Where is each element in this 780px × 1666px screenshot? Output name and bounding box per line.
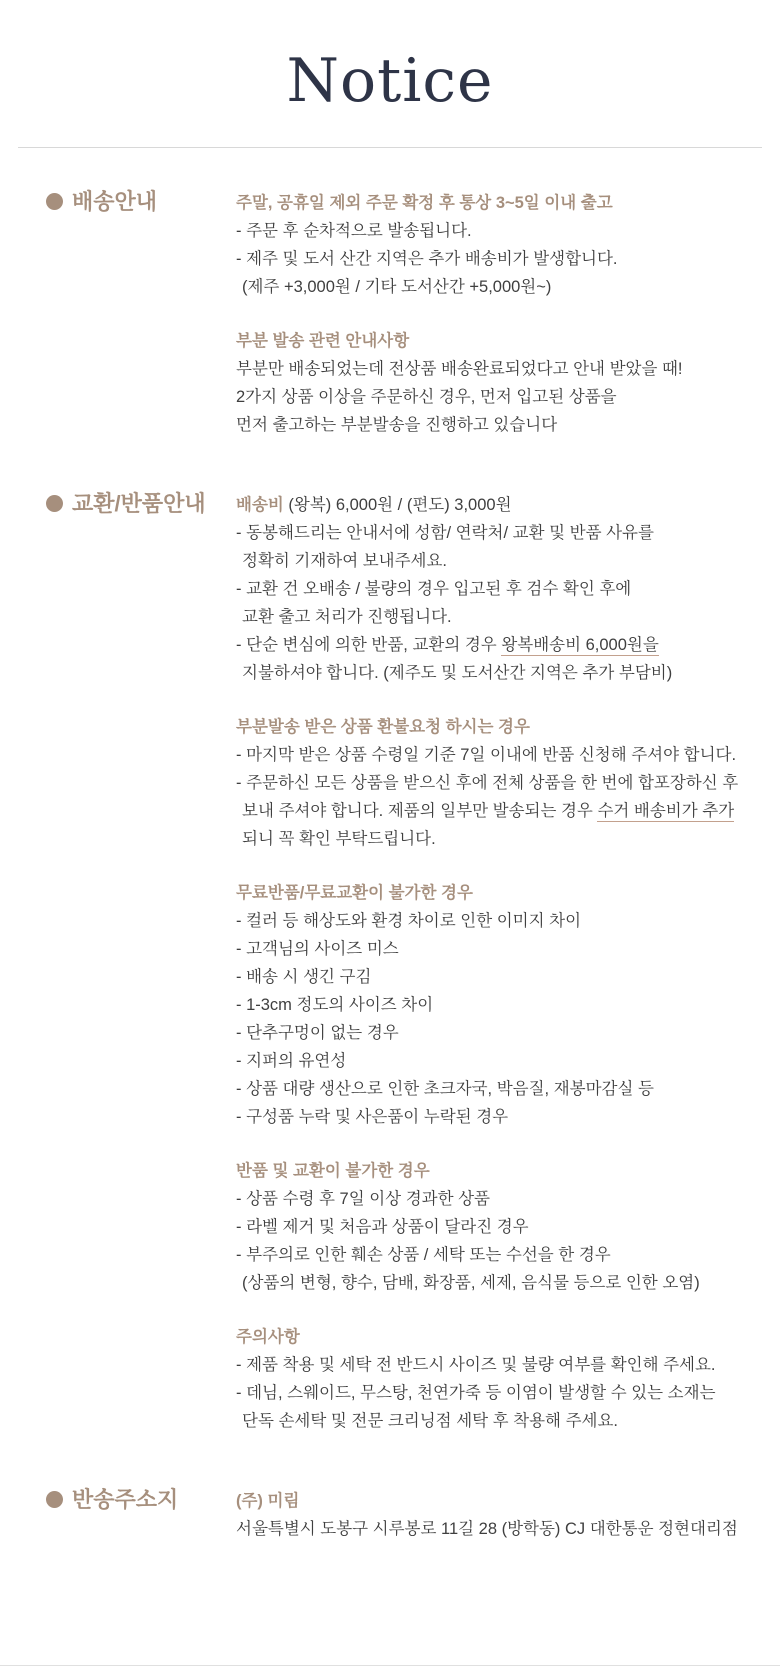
notice-line	[236, 217, 760, 245]
text-segment: - 주문 후 순차적으로 발송됩니다.	[236, 222, 472, 240]
page-title: Notice	[286, 46, 494, 116]
notice-line	[236, 1269, 760, 1297]
text-segment: (왕복) 6,000원 / (편도) 3,000원	[283, 496, 512, 514]
block-heading	[236, 1323, 760, 1351]
text-segment: - 지퍼의 유연성	[236, 1052, 347, 1070]
text-segment: - 교환 건 오배송 / 불량의 경우 입고된 후 검수 확인 후에	[236, 580, 632, 598]
text-segment: 정확히 기재하여 보내주세요.	[242, 552, 448, 570]
notice-line	[236, 411, 760, 439]
notice-line	[236, 575, 760, 603]
text-segment: - 단순 변심에 의한 반품, 교환의 경우	[236, 636, 502, 654]
text-segment: 단독 손세탁 및 전문 크리닝점 세탁 후 착용해 주세요.	[242, 1412, 618, 1430]
notice-line	[236, 935, 760, 963]
section-label	[46, 491, 236, 517]
text-segment: (상품의 변형, 향수, 담배, 화장품, 세제, 음식물 등으로 인한 오염)	[242, 1274, 700, 1292]
notice-line	[236, 963, 760, 991]
notice-line	[236, 245, 760, 273]
text-segment: - 데님, 스웨이드, 무스탕, 천연가죽 등 이염이 발생할 수 있는 소재는	[236, 1384, 716, 1402]
notice-line	[236, 273, 760, 301]
notice-line	[236, 547, 760, 575]
block-heading	[236, 1157, 760, 1185]
text-segment: 2가지 상품 이상을 주문하신 경우, 먼저 입고된 상품을	[236, 388, 617, 406]
notice-block	[236, 879, 760, 1131]
notice-line	[236, 1075, 760, 1103]
block-heading	[236, 713, 760, 741]
block-heading	[236, 189, 760, 217]
notice-line	[236, 1351, 760, 1379]
accent-text: 배송비	[236, 496, 284, 514]
notice-line	[236, 1103, 760, 1131]
notice-line	[236, 383, 760, 411]
notice-line	[236, 741, 760, 769]
accent-text: 부분발송 받은 상품 환불요청 하시는 경우	[236, 718, 530, 736]
notice-block	[236, 1487, 760, 1543]
notice-line	[236, 991, 760, 1019]
notice-line	[236, 355, 760, 383]
block-heading	[236, 879, 760, 907]
text-segment: - 제품 착용 및 세탁 전 반드시 사이즈 및 불량 여부를 확인해 주세요.	[236, 1356, 716, 1374]
text-segment: - 1-3cm 정도의 사이즈 차이	[236, 996, 434, 1014]
notice-line	[236, 603, 760, 631]
text-segment: - 부주의로 인한 훼손 상품 / 세탁 또는 수선을 한 경우	[236, 1246, 611, 1264]
underlined-text: 왕복배송비 6,000원을	[501, 636, 659, 654]
notice-line	[236, 1241, 760, 1269]
text-segment: 부분만 배송되었는데 전상품 배송완료되었다고 안내 받았을 때!	[236, 360, 683, 378]
section-content	[236, 1487, 760, 1543]
notice-line	[236, 1047, 760, 1075]
accent-text: 무료반품/무료교환이 불가한 경우	[236, 884, 473, 902]
notice-line	[236, 797, 760, 825]
block-heading	[236, 1487, 760, 1515]
block-heading	[236, 491, 760, 519]
text-segment: (제주 +3,000원 / 기타 도서산간 +5,000원~)	[242, 278, 552, 296]
accent-text: 반품 및 교환이 불가한 경우	[236, 1162, 430, 1180]
section-shipping-info	[46, 189, 760, 439]
notice-line	[236, 907, 760, 935]
block-heading	[236, 327, 760, 355]
section-label-text: 교환/반품안내	[72, 491, 206, 516]
accent-text: (주) 미림	[236, 1492, 300, 1510]
notice-line	[236, 1019, 760, 1047]
section-return-address	[46, 1487, 760, 1543]
underlined-text: 수거 배송비가 추가	[597, 802, 735, 820]
text-segment: - 제주 및 도서 산간 지역은 추가 배송비가 발생합니다.	[236, 250, 618, 268]
notice-line	[236, 1407, 760, 1435]
section-content	[236, 189, 760, 439]
text-segment: 보내 주셔야 합니다. 제품의 일부만 발송되는 경우	[242, 802, 598, 820]
notice-block	[236, 713, 760, 853]
section-exchange-return-info	[46, 491, 760, 1435]
notice-block	[236, 1157, 760, 1297]
sections-container	[0, 148, 780, 1543]
accent-text: 주의사항	[236, 1328, 300, 1346]
text-segment: - 구성품 누락 및 사은품이 누락된 경우	[236, 1108, 509, 1126]
section-bullet-icon	[46, 193, 63, 210]
text-segment: - 주문하신 모든 상품을 받으신 후에 전체 상품을 한 번에 합포장하신 후	[236, 774, 739, 792]
text-segment: 되니 꼭 확인 부탁드립니다.	[242, 830, 436, 848]
text-segment: 서울특별시 도봉구 시루봉로 11길 28 (방학동) CJ 대한통운 정현대리점	[236, 1520, 738, 1538]
section-content	[236, 491, 760, 1435]
accent-text: 주말, 공휴일 제외 주문 확정 후 통상 3~5일 이내 출고	[236, 194, 613, 212]
notice-line	[236, 769, 760, 797]
notice-line	[236, 1379, 760, 1407]
notice-block	[236, 327, 760, 439]
section-label	[46, 1487, 236, 1513]
text-segment: - 배송 시 생긴 구김	[236, 968, 372, 986]
text-segment: 지불하셔야 합니다. (제주도 및 도서산간 지역은 추가 부담비)	[242, 664, 673, 682]
notice-line	[236, 631, 760, 659]
section-label	[46, 189, 236, 215]
section-label-text: 배송안내	[72, 189, 158, 214]
notice-line	[236, 519, 760, 547]
section-bullet-icon	[46, 495, 63, 512]
text-segment: - 마지막 받은 상품 수령일 기준 7일 이내에 반품 신청해 주셔야 합니다.	[236, 746, 737, 764]
text-segment: - 단추구멍이 없는 경우	[236, 1024, 399, 1042]
notice-line	[236, 825, 760, 853]
text-segment: - 라벨 제거 및 처음과 상품이 달라진 경우	[236, 1218, 529, 1236]
notice-line	[236, 1515, 760, 1543]
text-segment: 먼저 출고하는 부분발송을 진행하고 있습니다	[236, 416, 558, 434]
text-segment: - 컬러 등 해상도와 환경 차이로 인한 이미지 차이	[236, 912, 582, 930]
notice-line	[236, 1185, 760, 1213]
notice-block	[236, 491, 760, 687]
section-label-text: 반송주소지	[72, 1487, 179, 1512]
text-segment: - 상품 대량 생산으로 인한 초크자국, 박음질, 재봉마감실 등	[236, 1080, 654, 1098]
notice-line	[236, 1213, 760, 1241]
accent-text: 부분 발송 관련 안내사항	[236, 332, 410, 350]
notice-line	[236, 659, 760, 687]
text-segment: 교환 출고 처리가 진행됩니다.	[242, 608, 452, 626]
text-segment: - 상품 수령 후 7일 이상 경과한 상품	[236, 1190, 490, 1208]
text-segment: - 동봉해드리는 안내서에 성함/ 연락처/ 교환 및 반품 사유를	[236, 524, 654, 542]
notice-block	[236, 189, 760, 301]
notice-block	[236, 1323, 760, 1435]
text-segment: - 고객님의 사이즈 미스	[236, 940, 399, 958]
section-bullet-icon	[46, 1491, 63, 1508]
